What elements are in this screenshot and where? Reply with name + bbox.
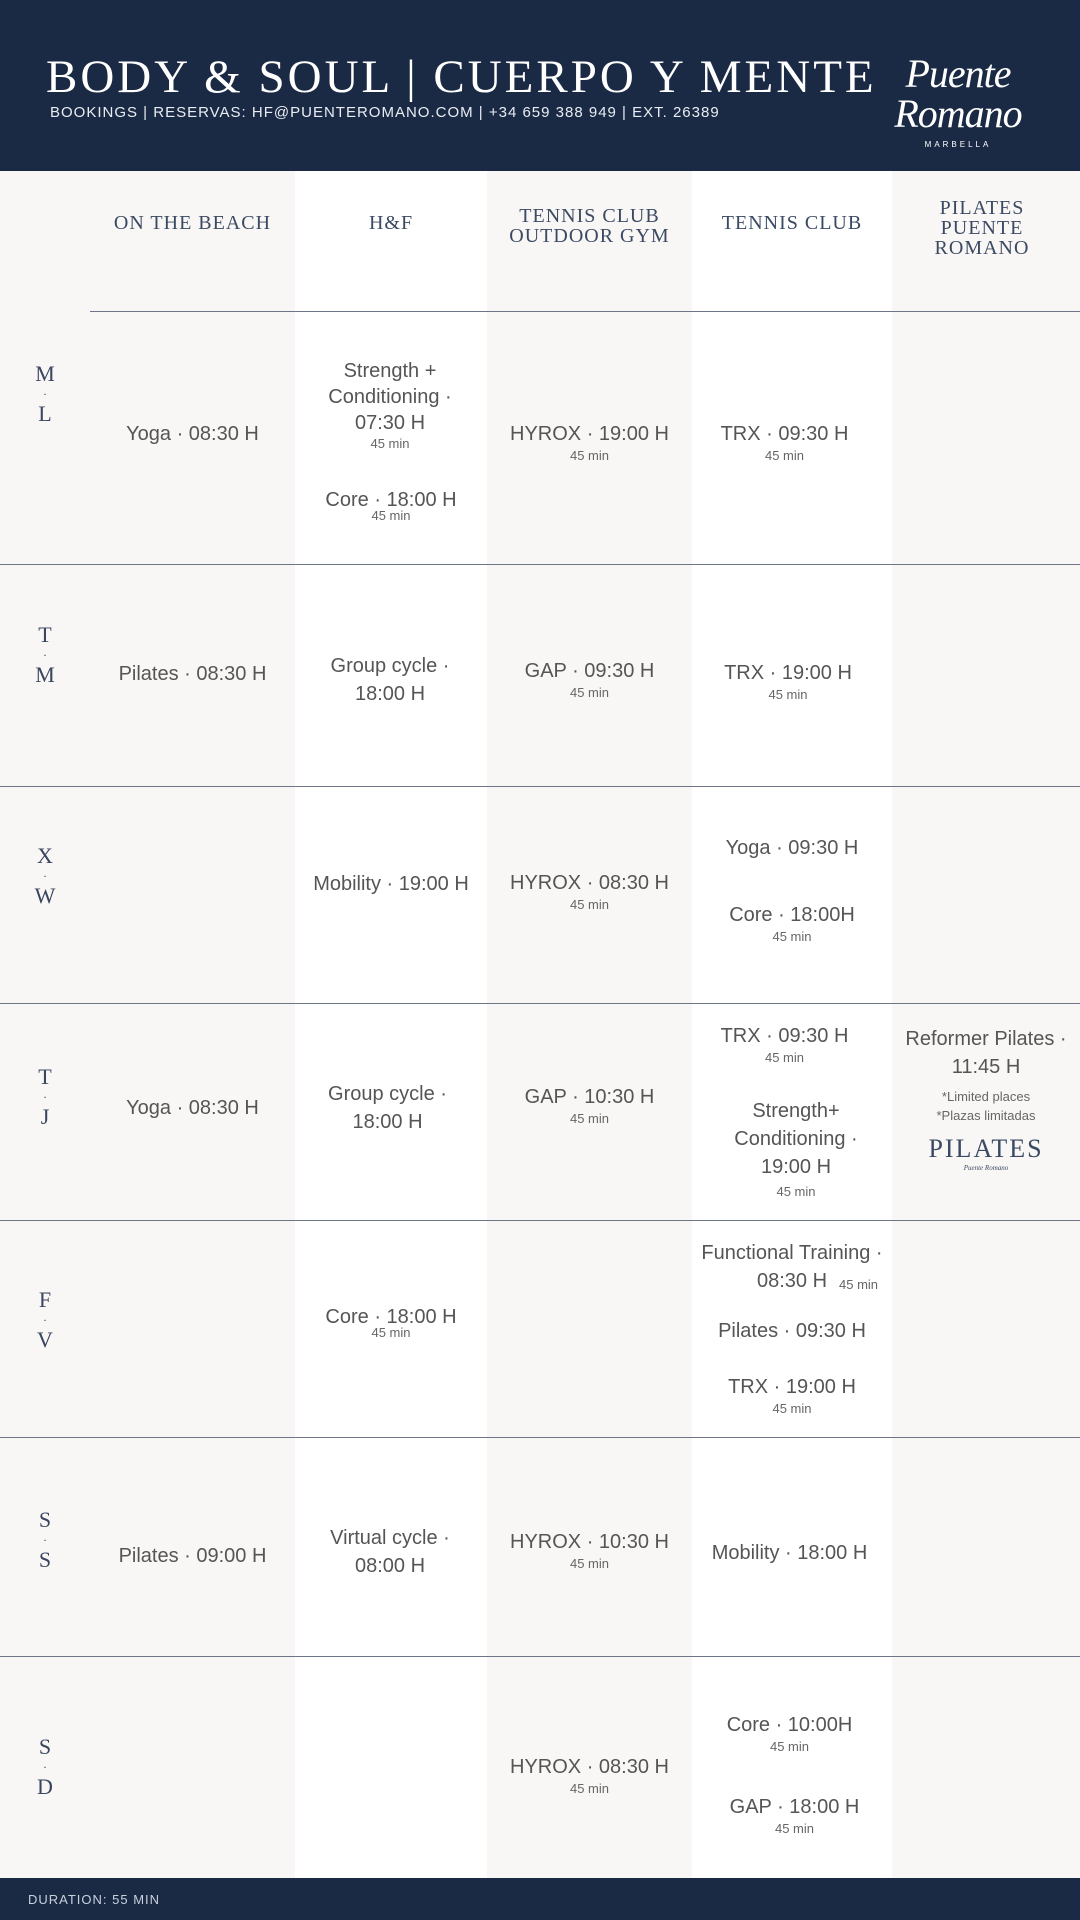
class-entry: Yoga · 09:30 H xyxy=(725,837,859,859)
column-header-beach: ON THE BEACH xyxy=(113,212,272,234)
column-header-pilates: PILATES PUENTE ROMANO xyxy=(934,197,1030,259)
class-entry: TRX · 09:30 H 45 min xyxy=(720,1025,849,1065)
day-label-tuesday: T · M xyxy=(35,622,55,687)
row-divider xyxy=(0,1220,1080,1221)
class-entry: TRX · 19:00 H 45 min xyxy=(724,662,852,702)
class-entry: Reformer Pilates · 11:45 H *Limited places *Plazas limitadas PILATES Puente Romano xyxy=(892,1025,1080,1173)
class-entry: Pilates · 09:00 H xyxy=(118,1545,267,1567)
pilates-logo-subtitle: Puente Romano xyxy=(963,1164,1009,1172)
class-entry: Virtual cycle · 08:00 H xyxy=(330,1527,450,1577)
class-entry: HYROX · 08:30 H 45 min xyxy=(510,872,669,912)
header-divider xyxy=(90,311,1080,312)
logo-subtitle: MARBELLA xyxy=(924,140,992,149)
day-label-sunday: S · D xyxy=(37,1734,53,1799)
class-entry: HYROX · 08:30 H 45 min xyxy=(510,1756,669,1796)
day-label-friday: F · V xyxy=(37,1287,53,1352)
class-entry: Strength + Conditioning · 07:30 H 45 min xyxy=(328,360,452,451)
class-entry: Mobility · 19:00 H xyxy=(313,873,469,895)
class-entry: Core · 18:00H 45 min xyxy=(729,904,855,944)
row-divider xyxy=(0,1003,1080,1004)
class-entry: Pilates · 08:30 H xyxy=(118,663,267,685)
brand-logo xyxy=(868,51,1048,149)
logo-wordmark: Puente Romano xyxy=(894,51,1022,136)
class-entry: TRX · 09:30 H 45 min xyxy=(720,423,849,463)
duration-note: DURATION: 55 MIN xyxy=(28,1892,161,1907)
class-entry: Core · 18:00 H 45 min xyxy=(325,489,457,523)
class-entry: Group cycle · 18:00 H xyxy=(330,655,450,705)
column-header-hf: H&F xyxy=(368,212,414,234)
day-label-saturday: S · S xyxy=(38,1507,52,1572)
class-entry: HYROX · 19:00 H 45 min xyxy=(510,423,669,463)
column-header-outdoor-gym: TENNIS CLUB OUTDOOR GYM xyxy=(509,205,670,247)
class-entry: GAP · 18:00 H 45 min xyxy=(729,1796,860,1836)
footer-bar xyxy=(0,1878,1080,1920)
class-entry: HYROX · 10:30 H 45 min xyxy=(510,1531,669,1571)
class-entry: Yoga · 08:30 H xyxy=(126,1097,259,1119)
class-entry: TRX · 19:00 H 45 min xyxy=(728,1376,856,1416)
booking-contact: BOOKINGS | RESERVAS: HF@PUENTEROMANO.COM | +34 659 388 949 | EXT. 26389 xyxy=(50,104,720,121)
day-label-wednesday: X · W xyxy=(34,843,56,908)
class-entry: Functional Training · 08:30 H 45 min xyxy=(701,1242,883,1292)
day-column-bg xyxy=(0,171,90,1878)
class-entry: Pilates · 09:30 H xyxy=(718,1320,866,1342)
row-divider xyxy=(0,1656,1080,1657)
day-label-monday: M · L xyxy=(35,361,55,426)
class-entry: Strength+ Conditioning · 19:00 H 45 min xyxy=(734,1100,858,1199)
class-entry: GAP · 09:30 H 45 min xyxy=(524,660,655,700)
day-label-thursday: T · J xyxy=(38,1064,52,1129)
row-divider xyxy=(0,564,1080,565)
pilates-logo: PILATES xyxy=(928,1134,1044,1163)
class-entry: GAP · 10:30 H 45 min xyxy=(524,1086,655,1126)
row-divider xyxy=(0,786,1080,787)
class-entry: Group cycle · 18:00 H xyxy=(328,1083,447,1133)
class-entry: Yoga · 08:30 H xyxy=(126,423,259,445)
page-title: BODY & SOUL | CUERPO Y MENTE xyxy=(46,51,877,103)
column-header-tennis-club: TENNIS CLUB xyxy=(721,212,863,234)
row-divider xyxy=(0,1437,1080,1438)
header-banner xyxy=(0,0,1080,171)
class-entry: Core · 10:00H 45 min xyxy=(726,1714,853,1754)
class-entry: Mobility · 18:00 H xyxy=(711,1542,868,1564)
class-entry: Core · 18:00 H 45 min xyxy=(325,1306,457,1340)
